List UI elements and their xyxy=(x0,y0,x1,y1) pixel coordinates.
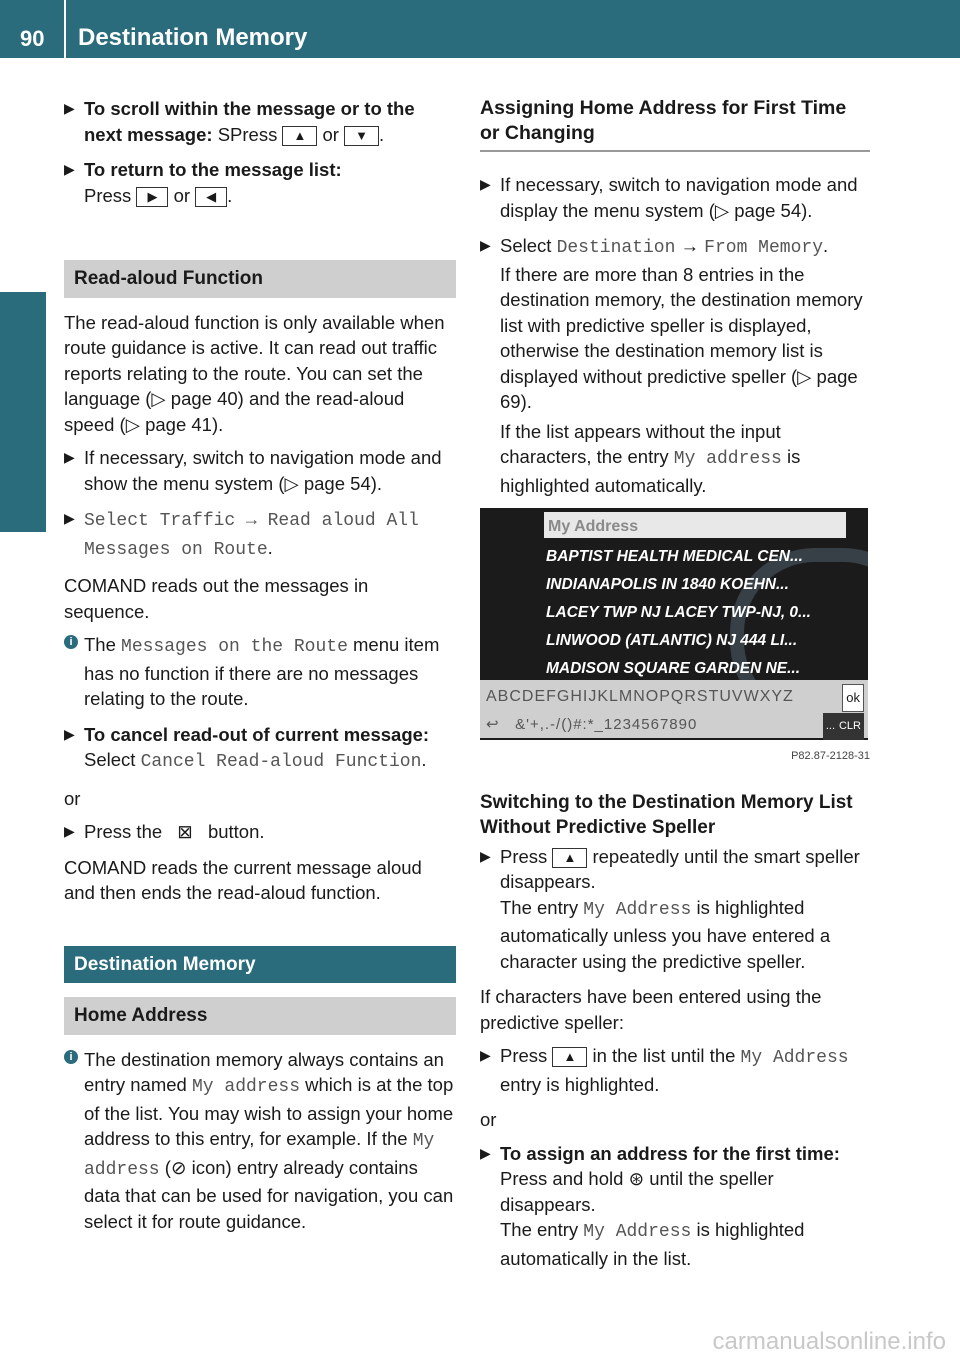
highlighted-entry: My Address xyxy=(548,518,639,535)
assign-home-heading: Assigning Home Address for First Time or Changing xyxy=(480,96,870,152)
step-cancel: ▶ To cancel read-out of current message: Select Cancel Read-aloud Function. xyxy=(64,723,430,772)
entry-name: My Address xyxy=(583,1222,692,1242)
step-return: ▶ To return to the message list: Press ▶ or ◀ . xyxy=(64,159,342,206)
info-icon: i xyxy=(64,1050,78,1064)
info-note-home xyxy=(64,1047,456,1235)
menu-item-name: From Memory xyxy=(704,238,823,258)
entry-name: My address xyxy=(673,449,782,469)
step-nav-mode-right xyxy=(480,172,870,223)
figure-code: P82.87-2128-31 xyxy=(791,750,870,762)
menu-item-name: Cancel Read-aloud Function xyxy=(140,752,422,772)
step-select-traffic: ▶ Select Traffic → Read aloud All Messages on Route. xyxy=(64,506,456,563)
step-text: is highlighted automatically. xyxy=(500,446,801,496)
step-arrow-icon: ▶ xyxy=(480,176,491,192)
up-key-icon: ▲ xyxy=(552,848,587,868)
list-item: MADISON SQUARE GARDEN NE... xyxy=(546,660,801,677)
step-arrow-icon: ▶ xyxy=(480,237,491,253)
address-icon: ⊘ xyxy=(170,1156,187,1178)
step-text: is highlighted automatically unless you have entered a character using the predictive speller. xyxy=(500,896,831,972)
note-text: The xyxy=(84,634,116,655)
list-item: INDIANAPOLIS IN 1840 KOEHN... xyxy=(546,576,789,593)
list-item: BAPTIST HEALTH MEDICAL CEN... xyxy=(546,548,803,565)
left-column xyxy=(64,96,456,1244)
step-text: entry is highlighted. xyxy=(500,1073,660,1095)
comand-paragraph-2: COMAND reads the current message aloud and then ends the read-aloud function. xyxy=(64,856,422,903)
keyboard-symbols xyxy=(486,712,697,738)
chars-paragraph: If characters have been entered using the predictive speller: xyxy=(480,986,822,1033)
step-arrow-icon: ▶ xyxy=(64,823,75,839)
step-text: until the speller disappears. xyxy=(500,1168,774,1215)
readaloud-paragraph: The read-aloud function is only available when route guidance is active. It can read out traffic reports relating to the route. You can set the language (▷ page 40) and the read-aloud speed (▷ page 41). xyxy=(64,311,445,435)
switching-heading: Switching to the Destination Memory List Without Predictive Speller xyxy=(480,791,853,838)
or-text: or xyxy=(173,184,191,206)
step-text: The entry xyxy=(500,1219,579,1240)
note-text: which is at the top of the list. You may wish to assign your home address to this entry, for example. If the xyxy=(84,1074,454,1149)
step-title: To return to the message list: xyxy=(84,159,342,180)
up-key-icon: ▲ xyxy=(282,126,317,146)
or-text: or xyxy=(322,123,339,145)
step-title: To assign an address for the first time: xyxy=(500,1142,840,1164)
step-nav-mode xyxy=(64,445,456,496)
header-bar xyxy=(0,0,960,58)
step-text: If the list appears without the input characters, the entry xyxy=(500,420,781,467)
step-text: Press xyxy=(500,1045,548,1066)
header-divider xyxy=(64,0,66,58)
menu-item-name: Messages on the Route xyxy=(121,637,348,657)
step-text: Press xyxy=(500,845,548,867)
home-address-heading: Home Address xyxy=(64,997,456,1035)
step-select-destination: ▶ Select Destination → From Memory. If there are more than 8 entries in the destination memory, the destination memory list with predictive speller is displayed, otherwise the destination memory list is displayed without predictive speller (▷ page 69). If the list appears without the input characters, the entry My address is highlighted automatically. xyxy=(480,233,870,498)
watermark: carmanualsonline.info xyxy=(712,1328,946,1355)
step-text: Select xyxy=(84,749,136,770)
note-text: The destination memory always contains an entry named xyxy=(84,1048,444,1095)
step-text: Press and hold xyxy=(500,1168,624,1189)
step-press-list xyxy=(480,1043,870,1097)
step-text: If necessary, switch to navigation mode and display the menu system (▷ page 54). xyxy=(500,174,858,221)
step-text: in the list until the xyxy=(592,1045,736,1066)
step-arrow-icon: ▶ xyxy=(480,847,491,864)
step-arrow-icon: ▶ xyxy=(480,1144,491,1161)
entry-name: My Address xyxy=(740,1048,849,1068)
list-item: LINWOOD (ATLANTIC) NJ 444 LI... xyxy=(546,632,798,649)
step-text: The entry xyxy=(500,896,579,918)
page-title: Destination Memory xyxy=(78,24,308,51)
info-note xyxy=(64,632,456,712)
or-text: or xyxy=(480,1109,497,1130)
left-key-icon: ◀ xyxy=(195,187,227,207)
step-assign-first-time xyxy=(480,1141,870,1272)
step-text: If there are more than 8 entries in the destination memory, the destination memory list with predictive speller is displayed, otherwise the destination memory list is displayed without predictive speller (▷ page 69). xyxy=(500,263,863,412)
step-text: is highlighted automatically in the list. xyxy=(500,1219,805,1269)
ok-button-icon: ⊛ xyxy=(628,1168,645,1189)
up-key-icon: ▲ xyxy=(552,1047,587,1067)
step-title: To scroll within the message or to the next message: xyxy=(84,98,415,145)
destination-memory-heading: Destination Memory xyxy=(64,946,456,984)
step-press-repeatedly xyxy=(480,844,870,975)
step-arrow-icon: ▶ xyxy=(64,100,75,116)
page-number: 90 xyxy=(20,26,45,51)
entry-name: My address xyxy=(84,1131,435,1180)
step-text: Press xyxy=(84,184,132,206)
ok-key: ok xyxy=(842,684,864,712)
right-column xyxy=(480,96,870,1281)
step-press-button xyxy=(64,819,456,845)
entry-name: My Address xyxy=(583,899,692,920)
step-scroll: ▶ To scroll within the message or to the next message: SPress ▲ or ▼ . xyxy=(64,98,415,145)
step-text: If necessary, switch to navigation mode and show the menu system (▷ page 54). xyxy=(84,447,442,494)
or-text: or xyxy=(64,787,81,809)
step-note xyxy=(500,419,870,499)
step-arrow-icon: ▶ xyxy=(64,449,75,465)
info-icon: i xyxy=(64,635,78,649)
keyboard-symbols-text: &'+,.-/()#:*_1234567890 xyxy=(515,716,698,733)
menu-path: Select Traffic → Read aloud All Messages on Route xyxy=(84,511,419,560)
mute-icon: ⊠ xyxy=(177,821,193,842)
step-arrow-icon: ▶ xyxy=(480,1047,491,1063)
back-icon: ↩ xyxy=(486,716,500,733)
right-key-icon: ▶ xyxy=(136,187,168,207)
more-key: ... xyxy=(823,713,838,740)
step-title: To cancel read-out of current message: xyxy=(84,723,430,745)
step-arrow-icon: ▶ xyxy=(64,161,75,177)
down-key-icon: ▼ xyxy=(344,126,379,146)
comand-paragraph: COMAND reads out the messages in sequence. xyxy=(64,575,369,622)
note-text: icon) entry already contains data that can be used for navigation, you can select it for route guidance. xyxy=(84,1156,454,1232)
step-text: button. xyxy=(207,821,265,842)
step-arrow-icon: ▶ xyxy=(64,725,75,742)
section-label: Navigation xyxy=(9,354,36,478)
step-text: repeatedly until the smart speller disappears. xyxy=(500,845,860,892)
list-item: LACEY TWP NJ LACEY TWP-NJ, 0... xyxy=(546,604,811,621)
step-text: SPress xyxy=(217,123,278,145)
arrow-icon: → xyxy=(680,235,700,256)
note-text: ( xyxy=(164,1156,171,1178)
note-text: menu item has no function if there are no messages relating to the route. xyxy=(84,634,440,709)
clear-key: CLR xyxy=(836,713,864,740)
step-text: Select xyxy=(500,235,552,256)
menu-item-name: Destination xyxy=(556,238,676,258)
readaloud-heading: Read-aloud Function xyxy=(64,260,456,298)
step-text: Press the xyxy=(84,821,163,842)
step-arrow-icon: ▶ xyxy=(64,510,75,526)
destination-memory-screenshot xyxy=(480,508,868,740)
entry-name: My address xyxy=(191,1077,301,1097)
keyboard-letters: ABCDEFGHIJKLMNOPQRSTUVWXYZ xyxy=(486,688,794,705)
